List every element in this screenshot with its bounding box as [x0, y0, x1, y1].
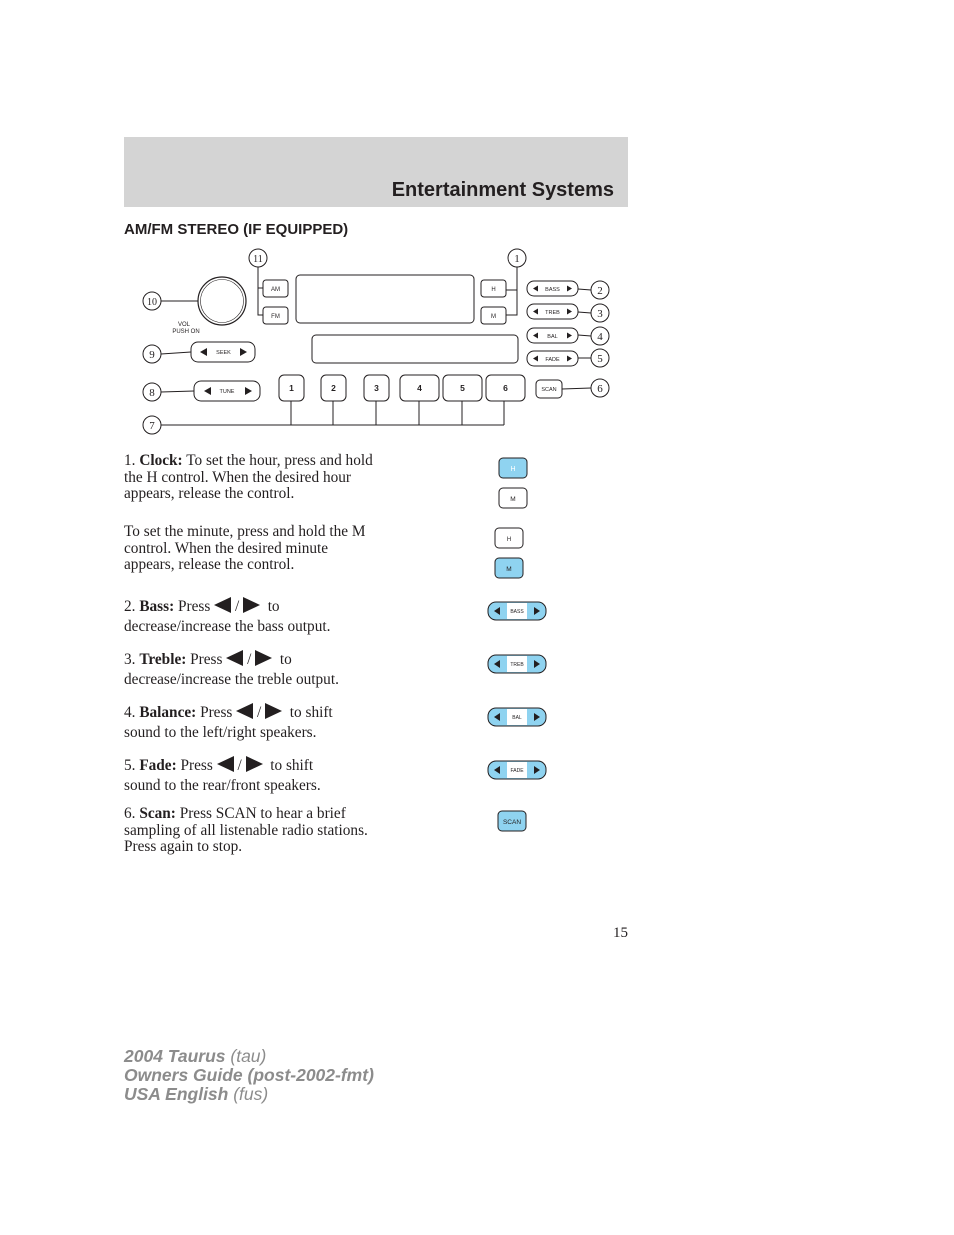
item-text: decrease/increase the treble output.: [124, 671, 339, 688]
fade-label: FADE: [545, 357, 560, 363]
fade-control-label: FADE: [510, 768, 524, 774]
callout-1: 1: [514, 253, 520, 265]
preset-3-label: 3: [374, 383, 379, 393]
item-text: to shift: [289, 704, 333, 721]
item-text: sound to the left/right speakers.: [124, 724, 317, 741]
section-header-band: [124, 137, 628, 207]
footer-language: USA English: [124, 1084, 229, 1104]
left-arrow-icon: [217, 756, 234, 772]
slash: /: [247, 651, 252, 668]
item-text: Press: [178, 598, 211, 615]
footer-line-3: [124, 1085, 268, 1104]
slash: /: [234, 598, 240, 615]
preset-6-label: 6: [503, 383, 508, 393]
main-display: [296, 275, 474, 323]
item-term: Balance:: [139, 704, 197, 721]
slash: /: [257, 704, 262, 721]
m-control-label: M: [510, 496, 516, 503]
item-number: 2.: [124, 598, 136, 615]
bal-control-label: BAL: [512, 715, 522, 721]
callout-8: 8: [149, 387, 155, 399]
footer-line-1: [124, 1047, 266, 1066]
footer-model: 2004 Taurus: [124, 1046, 226, 1066]
footer-guide: Owners Guide (post-2002-fmt): [124, 1065, 374, 1085]
scan-control-label: SCAN: [502, 819, 522, 826]
item-text: sound to the rear/front speakers.: [124, 777, 321, 794]
footer-line-2: [124, 1066, 374, 1085]
fm-label: FM: [271, 314, 280, 320]
m-control-label-highlighted: M: [506, 566, 512, 573]
item-number: 1.: [124, 452, 136, 469]
right-arrow-icon: [255, 650, 272, 666]
m-label: M: [491, 314, 496, 320]
push-on-label: PUSH ON: [172, 329, 200, 335]
item-term: Treble:: [139, 651, 187, 668]
right-arrow-icon: [265, 703, 282, 719]
footer-model-code: (tau): [230, 1046, 267, 1066]
callout-9: 9: [149, 349, 155, 361]
item-number: 6.: [124, 805, 136, 822]
right-arrow-icon: [246, 756, 263, 772]
footer-language-code: (fus): [233, 1084, 269, 1104]
callout-4: 4: [597, 331, 603, 343]
left-arrow-icon: [226, 650, 243, 666]
page-number: 15: [613, 925, 628, 941]
am-label: AM: [271, 287, 280, 293]
item-term: Scan:: [139, 805, 176, 822]
clock-paragraph-1: [124, 453, 382, 503]
item-text: Press: [180, 757, 213, 774]
callout-2: 2: [597, 285, 603, 297]
treble-paragraph: [124, 650, 382, 690]
preset-4-label: 4: [417, 383, 422, 393]
scan-paragraph: [124, 806, 382, 856]
preset-2-label: 2: [331, 383, 336, 393]
callout-7: 7: [149, 420, 155, 432]
treb-label: TREB: [545, 310, 560, 316]
item-text: To set the minute, press and hold the M control. When the desired minute appears, release the control.: [124, 523, 366, 574]
item-text: to: [279, 651, 292, 668]
clock-paragraph-2: [124, 524, 382, 574]
seek-label: SEEK: [216, 350, 231, 356]
left-arrow-icon: [214, 597, 231, 613]
fade-paragraph: [124, 756, 382, 796]
item-term: Clock:: [139, 452, 183, 469]
balance-paragraph: [124, 703, 382, 743]
h-label: H: [491, 287, 496, 293]
callout-3: 3: [597, 308, 603, 320]
slash: /: [237, 757, 242, 774]
item-text: Press: [190, 651, 223, 668]
item-text: To set the hour, press and hold the H control. When the desired hour appears, release the control.: [124, 452, 373, 503]
callout-6: 6: [597, 383, 603, 395]
item-text: to: [267, 598, 280, 615]
lower-display: [312, 335, 518, 363]
item-text: Press SCAN to hear a brief sampling of all listenable radio stations. Press again to stop.: [124, 805, 368, 856]
item-text: Press: [200, 704, 233, 721]
bass-control-label: BASS: [510, 609, 524, 615]
h-control-label-plain: H: [506, 537, 512, 543]
left-arrow-icon: [236, 703, 253, 719]
vol-label: VOL: [177, 322, 191, 328]
volume-knob: [198, 277, 246, 325]
control-illustrations: [480, 452, 560, 842]
preset-1-label: 1: [289, 383, 294, 393]
bass-paragraph: [124, 597, 382, 637]
item-number: 4.: [124, 704, 136, 721]
item-term: Bass:: [139, 598, 175, 615]
item-text: to shift: [270, 757, 314, 774]
callout-5: 5: [597, 353, 603, 365]
bal-label: BAL: [547, 334, 558, 340]
item-term: Fade:: [139, 757, 177, 774]
section-title: Entertainment Systems: [391, 179, 614, 201]
scan-label: SCAN: [541, 387, 557, 393]
callout-10: 10: [147, 297, 157, 308]
item-text: decrease/increase the bass output.: [124, 618, 331, 635]
callout-11: 11: [253, 254, 263, 265]
tune-label: TUNE: [219, 389, 235, 395]
treb-control-label: TREB: [510, 662, 524, 668]
preset-5-label: 5: [460, 383, 465, 393]
bass-label: BASS: [545, 287, 560, 293]
h-control-label: H: [510, 466, 516, 473]
item-number: 5.: [124, 757, 136, 774]
radio-diagram: [124, 244, 624, 440]
item-number: 3.: [124, 651, 136, 668]
page-subtitle: AM/FM STEREO (IF EQUIPPED): [124, 221, 349, 238]
right-arrow-icon: [243, 597, 260, 613]
